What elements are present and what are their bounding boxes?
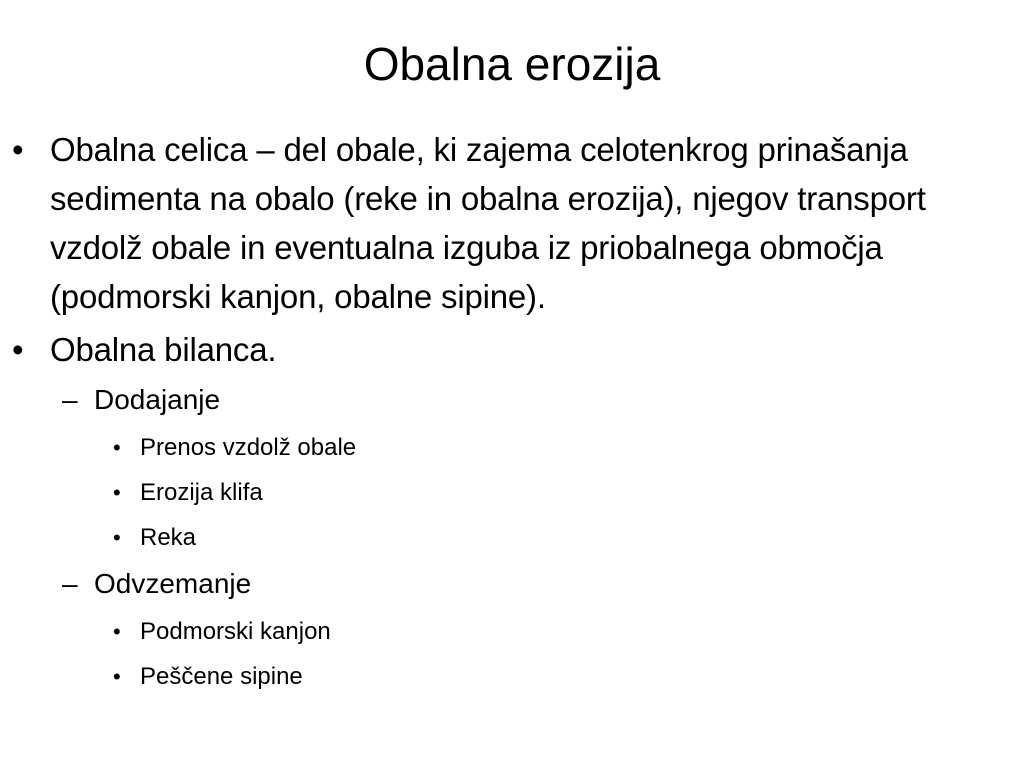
dash-bullet-icon: – xyxy=(62,568,78,599)
list-item xyxy=(0,615,1024,649)
list-item-text: Reka xyxy=(140,524,197,551)
bullet-item-obalna-bilanca xyxy=(0,325,1010,374)
bullet-dot-icon: • xyxy=(113,435,121,460)
bullet-text: Obalna bilanca. xyxy=(50,331,277,368)
list-item-text: Erozija klifa xyxy=(140,479,263,506)
bullet-dot-icon: • xyxy=(113,525,121,550)
sub-bullet-text: Dodajanje xyxy=(94,384,221,415)
sub-bullet-dodajanje xyxy=(0,380,1024,420)
sub-bullet-odvzemanje xyxy=(0,564,1024,604)
slide-body xyxy=(0,125,1024,694)
bullet-item-obalna-celica xyxy=(0,125,1010,321)
bullet-dot-icon: • xyxy=(12,331,24,368)
list-item xyxy=(0,521,1024,555)
bullet-dot-icon: • xyxy=(113,480,121,505)
bullet-dot-icon: • xyxy=(113,619,121,644)
slide-title: Obalna erozija xyxy=(363,38,661,90)
dash-bullet-icon: – xyxy=(62,384,78,415)
list-item-text: Prenos vzdolž obale xyxy=(140,434,357,461)
bullet-dot-icon: • xyxy=(113,664,121,689)
list-item-text: Podmorski kanjon xyxy=(140,618,331,645)
bullet-text: Obalna celica – del obale, ki zajema celotenkrog prinašanja sedimenta na obalo (reke in obalna erozija), njegov transport vzdolž obale in eventualna izguba iz priobalnega območja (podmorski kanjon, obalne sipine). xyxy=(50,131,926,315)
sub-bullet-text: Odvzemanje xyxy=(94,568,252,599)
list-item xyxy=(0,660,1024,694)
list-item xyxy=(0,476,1024,510)
list-item-text: Peščene sipine xyxy=(140,663,303,690)
bullet-dot-icon: • xyxy=(12,131,24,168)
list-item xyxy=(0,431,1024,465)
